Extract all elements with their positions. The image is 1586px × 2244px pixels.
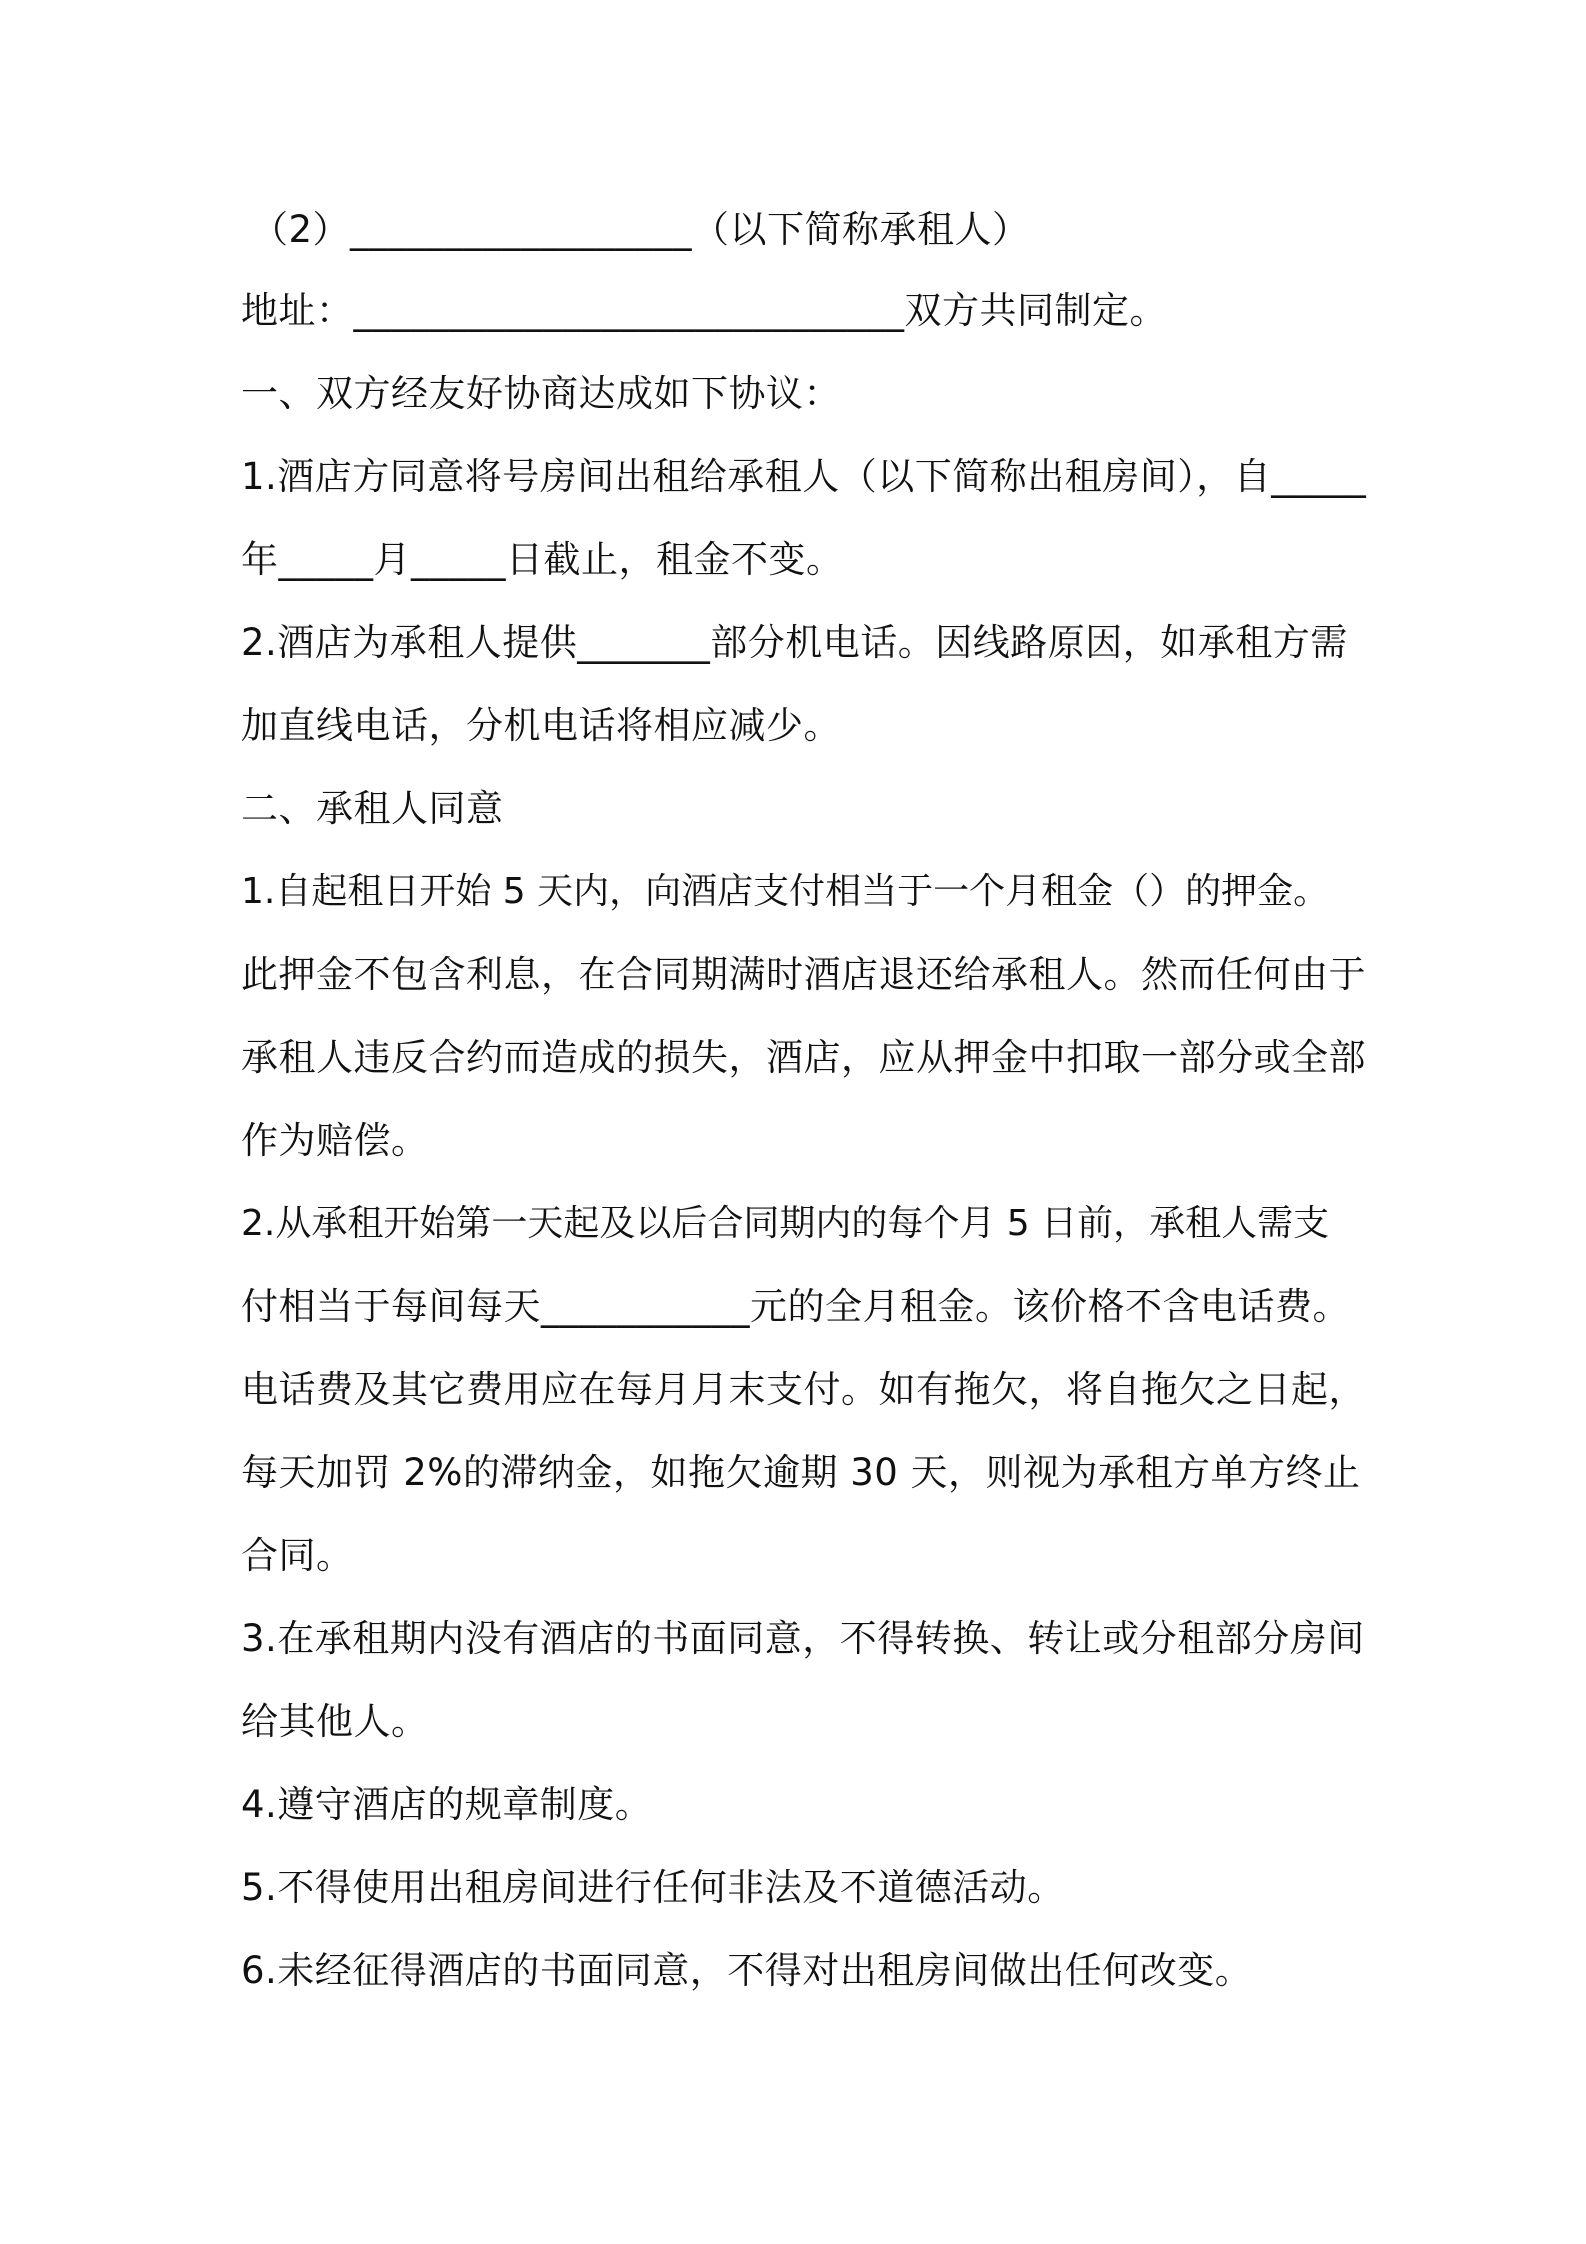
section-two-heading: 二、承租人同意	[241, 787, 504, 830]
clause-2-2-line-3: 电话费及其它费用应在每月月末支付。如有拖欠，将自拖欠之日起，	[241, 1368, 1366, 1411]
clause-2-3-line-1: 3.在承租期内没有酒店的书面同意，不得转换、转让或分租部分房间	[241, 1617, 1365, 1660]
address-line: 地址：_____________________________双方共同制定。	[241, 289, 1167, 332]
clause-2-2-line-5: 合同。	[241, 1534, 354, 1577]
clause-2-6: 6.未经征得酒店的书面同意，不得对出租房间做出任何改变。	[241, 1949, 1253, 1992]
clause-2-5: 5.不得使用出租房间进行任何非法及不道德活动。	[241, 1866, 1065, 1909]
clause-2-4: 4.遵守酒店的规章制度。	[241, 1783, 653, 1826]
clause-2-1-line-1: 1.自起租日开始 5 天内，向酒店支付相当于一个月租金（）的押金。	[241, 871, 1330, 912]
clause-2-2-line-4: 每天加罚 2%的滞纳金，如拖欠逾期 30 天，则视为承租方单方终止	[241, 1451, 1361, 1494]
clause-2-1-line-4: 作为赔偿。	[241, 1119, 429, 1162]
clause-1-1-line-2: 年_____月_____日截止，租金不变。	[241, 538, 844, 581]
clause-1-2-line-1: 2.酒店为承租人提供_______部分机电话。因线路原因，如承租方需	[241, 621, 1348, 664]
clause-2-2-line-1: 2.从承租开始第一天起及以后合同期内的每个月 5 日前，承租人需支	[241, 1203, 1330, 1244]
lessee-line: （2）__________________（以下简称承租人）	[251, 208, 1030, 251]
clause-2-2-line-2: 付相当于每间每天___________元的全月租金。该价格不含电话费。	[241, 1285, 1350, 1328]
clause-2-1-line-2: 此押金不包含利息，在合同期满时酒店退还给承租人。然而任何由于	[241, 953, 1366, 996]
clause-1-1-line-1: 1.酒店方同意将号房间出租给承租人（以下简称出租房间），自_____	[241, 455, 1367, 498]
clause-1-2-line-2: 加直线电话，分机电话将相应减少。	[241, 704, 841, 747]
clause-2-1-line-3: 承租人违反合约而造成的损失，酒店，应从押金中扣取一部分或全部	[241, 1036, 1366, 1079]
clause-2-3-line-2: 给其他人。	[241, 1700, 429, 1743]
section-one-heading: 一、双方经友好协商达成如下协议：	[241, 372, 841, 415]
